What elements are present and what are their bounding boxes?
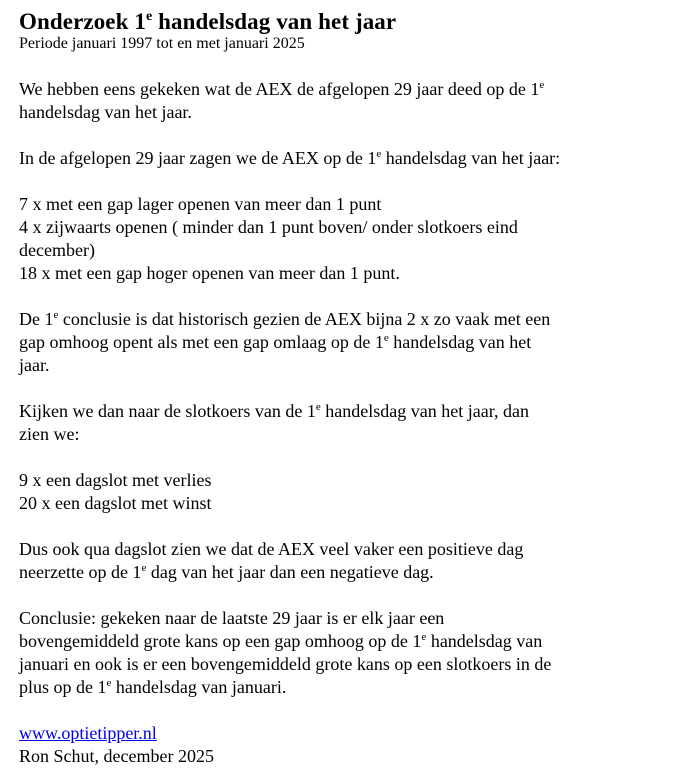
day-close-list [19,469,649,515]
paragraph-observation: In de afgelopen 29 jaar zagen we de AEX op de 1e handelsdag van het jaar: [19,148,561,168]
paragraph-closing-price: Kijken we dan naar de slotkoers van de 1e handelsdag van het jaar, dan zien we: [19,401,529,444]
spacer [19,699,649,722]
title-rest: handelsdag van het jaar [152,9,397,34]
spacer [19,53,649,78]
spacer [19,285,649,308]
list-item: 20 x een dagslot met winst [19,493,212,513]
spacer [19,170,649,193]
list-item: 4 x zijwaarts openen ( minder dan 1 punt boven/ onder slotkoers eind [19,217,518,237]
page-title [19,9,649,35]
spacer [19,584,649,607]
paragraph-day-close: Dus ook qua dagslot zien we dat de AEX veel vaker een positieve dag neerzette op de 1e dag van het jaar dan een negatieve dag. [19,539,524,582]
author-signature: Ron Schut, december 2025 [19,746,214,766]
paragraph-first-conclusion: De 1e conclusie is dat historisch gezien de AEX bijna 2 x zo vaak met een gap omhoog opent als met een gap omlaag op de 1e handelsdag van het jaar. [19,309,551,375]
spacer [19,446,649,469]
list-item: 18 x met een gap hoger openen van meer dan 1 punt. [19,263,400,283]
list-item: december) [19,240,95,260]
spacer [19,124,649,147]
title-main: Onderzoek 1 [19,9,146,34]
website-link[interactable]: www.optietipper.nl [19,723,157,743]
spacer [19,377,649,400]
title-superscript: e [145,9,153,24]
list-item: 9 x een dagslot met verlies [19,470,212,490]
document [19,9,649,768]
list-item: 7 x met een gap lager openen van meer dan 1 punt [19,194,382,214]
spacer [19,515,649,538]
footer [19,722,649,768]
opening-gap-list [19,193,649,285]
subtitle: Periode januari 1997 tot en met januari 2025 [19,35,305,52]
paragraph-conclusion: Conclusie: gekeken naar de laatste 29 jaar is er elk jaar een bovengemiddeld grote kans op een gap omhoog op de 1e handelsdag van januari en ook is er een bovengemiddeld grote kans op een slotkoers in de plus op de 1e handelsdag van januari. [19,608,552,697]
paragraph-intro: We hebben eens gekeken wat de AEX de afgelopen 29 jaar deed op de 1e handelsdag van het jaar. [19,79,545,122]
